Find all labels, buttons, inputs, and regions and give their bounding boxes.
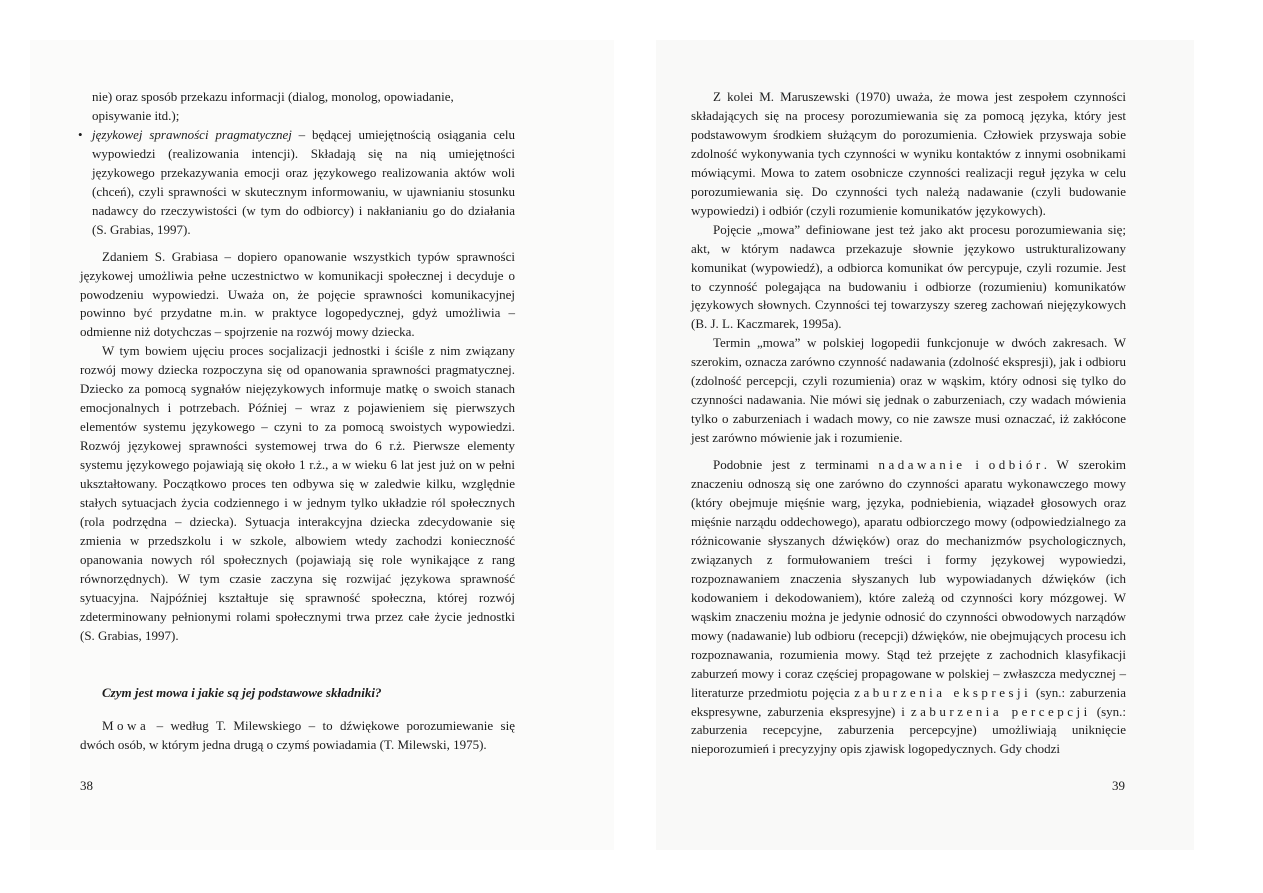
left-page [30,40,614,850]
term-zaburzenia-ekspresji: zaburzenia ekspresji [854,684,1032,700]
section-heading: Czym jest mowa i jakie są jej podstawowe składniki? [102,684,382,700]
continuation-line-1: nie) oraz sposób przekazu informacji (dialog, monolog, opowiadanie, [92,89,454,104]
bullet-term: językowej sprawności pragmatycznej [92,126,292,142]
paragraph-mowa-term: Termin „mowa” w polskiej logopedii funkcjonuje w dwóch zakresach. W szerokim, oznacza zarówno czynność nadawania (zdolność ekspresji), jak i odbioru (zdolność percepcji, czyli rozumienia) oraz w wąskim, który odnosi się tylko do czynności nadawania. Nie mówi się jednak o zaburzeniach, czy wadach mówienia tylko o zaburzeniach i wadach mowy, co nie zawsze musi oznaczać, iż zakłócone jest zarówno mówienie jak i rozumienie. [691,335,1126,446]
bullet-item-pragmatic [80,126,515,240]
term-zaburzenia-percepcji: zaburzenia percepcji [910,703,1091,719]
right-page-text [691,88,1126,759]
left-page-text [80,88,515,755]
term-odbior: odbiór [988,457,1044,473]
bullet-description: – będącej umiejętnością osiągania celu wypowiedzi (realizowania intencji). Składają się na nią umiejętności językowego przekazywania emocji oraz językowego realizowania aktów woli (chceń), czyli sprawności w skutecznym informowaniu, w ujawnianiu stosunku nadawcy do rzeczywistości (w tym do odbiorcy) i nakłanianiu go do działania (S. Grabias, 1997). [92,126,515,237]
p4-text-c: . W szerokim znaczeniu odnoszą się one zarówno do czynności aparatu wykonawczego mowy (który obejmuje mięśnie warg, języka, podniebienia, wiązadeł głosowych oraz mięśnie narządu oddechowego), aparatu odbiorczego mowy (odpowiedzialnego za różnicowanie słyszanych dźwięków) oraz do mechanizmów psychologicznych, związanych z formułowaniem treści i formy językowej wypowiedzi, rozpoznawaniem znaczenia słyszanych lub wypowiadanych dźwięków (ich kodowaniem i dekodowaniem), które zależą od czynności kory mózgowej. W wąskim znaczeniu można je jedynie odnosić do czynności obwodowych narządów mowy (nadawanie) lub odbioru (recepcji) dźwięków, nie obejmujących procesu ich rozpoznawania, rozumienia mowy. Stąd też przejęte z zachodnich klasyfikacji zaburzeń mowy i coraz częściej propagowane w polskiej – zwłaszcza medycznej – literaturze przedmiotu pojęcia [691,457,1126,700]
paragraph-socialization: W tym bowiem ujęciu proces socjalizacji jednostki i ściśle z nim związany rozwój mowy dziecka rozpoczyna się od opanowania sprawności pragmatycznej. Dziecko za pomocą sygnałów niejęzykowych informuje matkę o swoich stanach emocjonalnych i potrzebach. Później – wraz z pojawieniem się pierwszych elementów systemu językowego – czyni to za pomocą swoistych wypowiedzi. Rozwój językowej sprawności systemowej trwa do 6 r.ż. Pierwsze elementy systemu językowego pojawiają się około 1 r.ż., a w wieku 6 lat jest już on w pełni ukształtowany. Początkowo proces ten odbywa się w zaledwie kilku, względnie stałych sytuacjach życia codziennego i w jednym tylko układzie ról społecznych (rola podrzędna – dziecka). Sytuacja interakcyjna dziecka zdecydowanie się zmienia w przedszkolu i w szkole, albowiem wtedy zachodzi konieczność opanowania nowych ról społecznych (pojawiają się role wynikające z rang równorzędnych). W tym czasie zaczyna się rozwijać językowa sprawność sytuacyjna. Najpóźniej kształtuje się sprawność społeczna, której rozwój zdeterminowany pełnionymi rolami społecznymi trwa przez całe życie jednostki (S. Grabias, 1997). [80,343,515,643]
list-continuation [80,88,515,126]
paragraph-nadawanie-odbior [691,456,1126,759]
p4-text-b: i [965,457,989,473]
right-page [656,40,1194,850]
bullet-text [92,126,515,240]
mowa-term: Mowa [102,717,150,733]
continuation-line-2: opisywanie itd.); [92,107,180,123]
paragraph-mowa-concept: Pojęcie „mowa” definiowane jest też jako akt procesu porozumiewania się; akt, w którym nadawca przekazuje słownie językowo ustrukturalizowany komunikat (wypowiedź), a odbiorca komunikat ów percypuje, czyli rozumie. Jest to czynność polegająca na budowaniu i odbiorze (rozumieniu) komunikatów językowych słownych. Czynności tej towarzyszy szereg zachowań niejęzykowych (B. J. L. Kaczmarek, 1995a). [691,221,1126,332]
p4-text-a: Podobnie jest z terminami [713,457,879,473]
bullet-icon: • [78,126,83,142]
page-number-left: 38 [80,778,93,793]
paragraph-grabias-opinion: Zdaniem S. Grabiasa – dopiero opanowanie wszystkich typów sprawności językowej umożliwia pełne uczestnictwo w komunikacji społecznej i decyduje o powodzeniu wypowiedzi. Uważa on, że pojęcie sprawności komunikacyjnej powinno być przydatne m.in. w praktyce logopedycznej, gdyż umożliwia – odmienne niż dotychczas – spojrzenie na rozwój mowy dziecka. [80,248,515,340]
paragraph-maruszewski: Z kolei M. Maruszewski (1970) uważa, że mowa jest zespołem czynności składających się na procesy porozumiewania się za pomocą języka, który jest podstawowym środkiem służącym do porozumienia. Człowiek przyswaja sobie zdolność wykonywania tych czynności w wyniku kontaktów z innymi osobnikami mówiącymi. Mowa to zatem osobnicze czynności realizacji reguł języka w celu porozumiewania się. Do czynności tych należą nadawanie (czyli budowanie wypowiedzi) i odbiór (czyli rozumienie komunikatów językowych). [691,89,1126,218]
page-number-right: 39 [1112,778,1125,793]
p4-text-e: (syn.: zaburzenia recepcyjne, zaburzenia percepcyjne) umożliwiają uniknięcie nieporozumień i precyzyjny opis zjawisk logopedycznych. Gdy chodzi [691,703,1126,757]
p4-text-d: (syn.: zaburzenia ekspresywne, zaburzenia ekspresyjne) i [691,684,1126,719]
mowa-definition-text: – według T. Milewskiego – to dźwiękowe porozumiewanie się dwóch osób, w którym jedna drugą o czymś powiadamia (T. Milewski, 1975). [80,717,515,752]
paragraph-mowa-definition [80,717,515,755]
term-nadawanie: nadawanie [878,457,966,473]
